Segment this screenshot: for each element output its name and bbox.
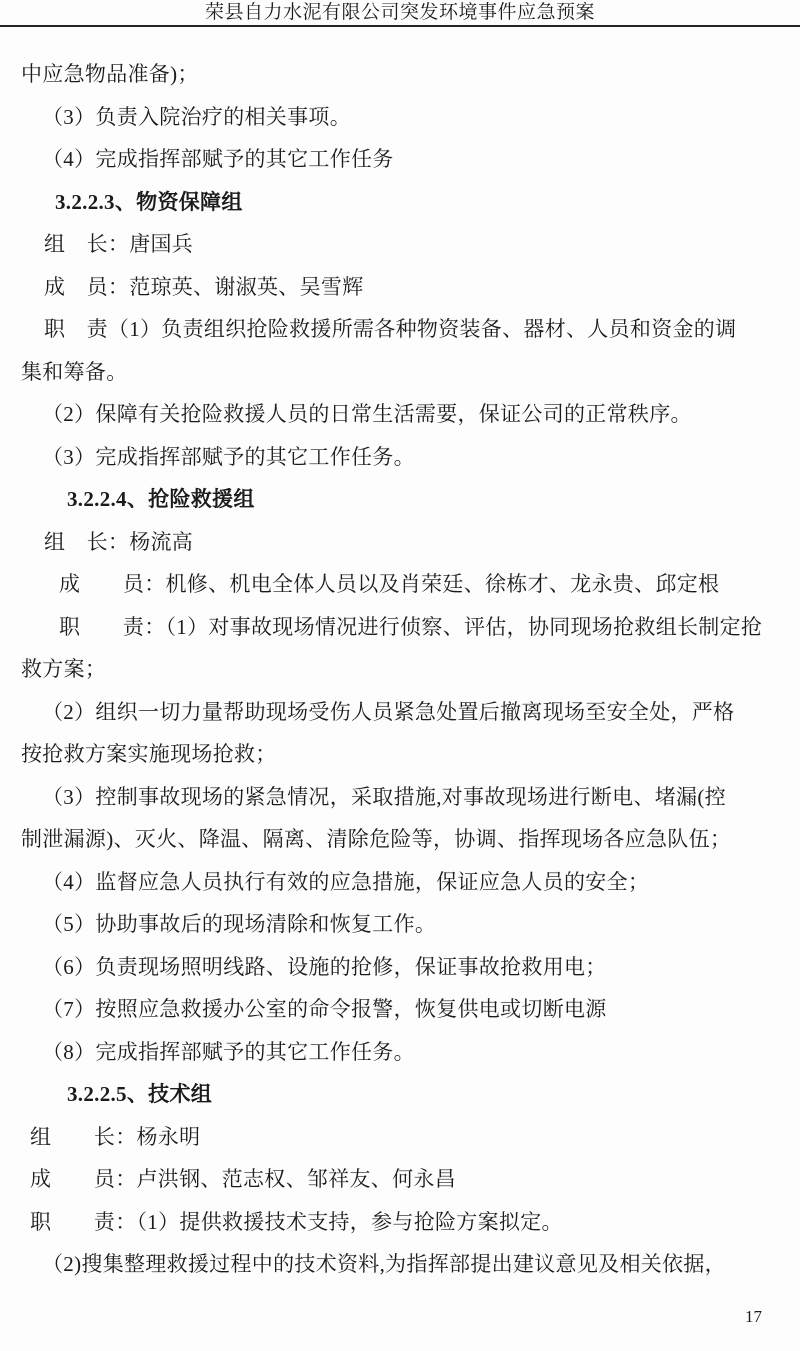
text-line: （4）监督应急人员执行有效的应急措施，保证应急人员的安全； <box>42 869 650 894</box>
text-line: 组 长：杨永明 <box>30 1124 201 1149</box>
text-line: 组 长：杨流高 <box>44 529 194 554</box>
text-line: 集和筹备。 <box>21 359 128 384</box>
text-line: （4）完成指挥部赋予的其它工作任务 <box>42 147 394 171</box>
text-line: （6）负责现场照明线路、设施的抢修，保证事故抢救用电； <box>42 954 607 979</box>
text-line: 职 责（1）负责组织抢险救援所需各种物资装备、器材、人员和资金的调 <box>44 317 737 341</box>
text-line: （3）负责入院治疗的相关事项。 <box>42 104 351 129</box>
text-line: 职 责：（1）对事故现场情况进行侦察、评估，协同现场抢救组长制定抢 <box>59 614 763 639</box>
text-line: 按抢救方案实施现场抢救； <box>21 742 277 766</box>
text-line: 组 长：唐国兵 <box>44 232 194 256</box>
text-line: （3）控制事故现场的紧急情况，采取措施,对事故现场进行断电、堵漏(控 <box>42 784 726 809</box>
page-title: 荣县自力水泥有限公司突发环境事件应急预案 <box>204 2 595 23</box>
text-line: （8）完成指挥部赋予的其它工作任务。 <box>42 1039 415 1064</box>
text-line: （2）组织一切力量帮助现场受伤人员紧急处置后撤离现场至安全处，严格 <box>42 699 735 724</box>
text-line: 3.2.2.4、抢险救援组 <box>67 487 255 511</box>
text-line: （2）保障有关抢险救援人员的日常生活需要，保证公司的正常秩序。 <box>42 402 692 426</box>
text-line: 中应急物品准备)； <box>21 62 199 86</box>
text-line: 成 员：卢洪钢、范志权、邹祥友、何永昌 <box>30 1167 456 1191</box>
text-line: （5）协助事故后的现场清除和恢复工作。 <box>42 912 437 936</box>
document-body <box>0 27 800 1286</box>
text-line: 制泄漏源)、灭火、降温、隔离、清除危险等，协调、指挥现场各应急队伍； <box>21 827 732 851</box>
text-line: （7）按照应急救援办公室的命令报警，恢复供电或切断电源 <box>42 997 607 1021</box>
text-line: （2)搜集整理救援过程中的技术资料,为指挥部提出建议意见及相关依据， <box>42 1252 726 1276</box>
text-line: 3.2.2.3、物资保障组 <box>55 189 243 214</box>
text-line: 成 员：机修、机电全体人员以及肖荣廷、徐栋才、龙永贵、邱定根 <box>59 572 720 596</box>
text-line: 成 员：范琼英、谢淑英、吴雪辉 <box>44 274 364 299</box>
document-header <box>0 0 800 27</box>
text-line: 职 责：（1）提供救援技术支持，参与抢险方案拟定。 <box>30 1209 563 1234</box>
page-number: 17 <box>745 1307 762 1326</box>
text-line: 救方案； <box>21 657 107 681</box>
text-line: （3）完成指挥部赋予的其它工作任务。 <box>42 444 415 469</box>
text-line: 3.2.2.5、技术组 <box>67 1082 213 1106</box>
